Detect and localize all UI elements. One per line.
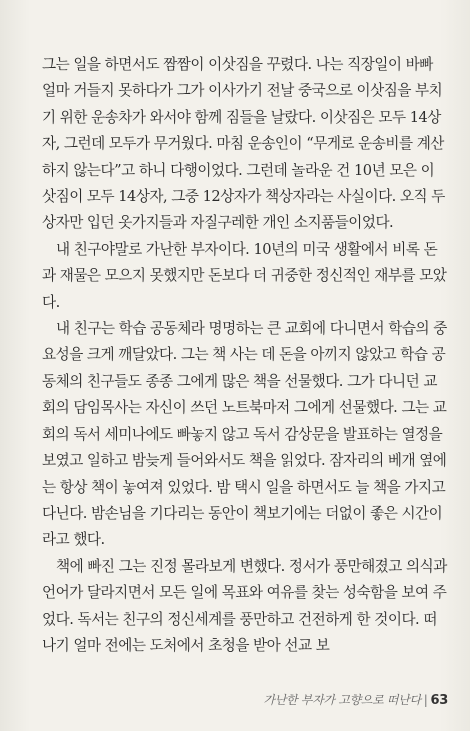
page-number: 63 [430, 693, 448, 708]
page-footer [263, 691, 448, 708]
paragraph-3: 내 친구는 학습 공동체라 명명하는 큰 교회에 다니면서 학습의 중요성을 크게 깨달았다. 그는 책 사는 데 돈을 아끼지 않았고 학습 공동체의 친구들도 종종 그에게 많은 책을 선물했다. 그가 다니던 교회의 담임목사는 자신이 쓰던 노트북마저 그에게 선물했다. 그는 교회의 독서 세미나에도 빠놓지 않고 독서 감상문을 발표하는 열정을 보였고 일하고 밤늦게 들어와서도 책을 읽었다. 잠자리의 베개 옆에는 항상 책이 놓여져 있었다. 밤 택시 일을 하면서도 늘 책을 가지고 다닌다. 밤손님을 기다리는 동안이 책보기에는 더없이 좋은 시간이라고 했다. [42, 320, 447, 549]
paragraph-2: 내 친구야말로 가난한 부자이다. 10년의 미국 생활에서 비록 돈과 재물은 모으지 못했지만 돈보다 더 귀중한 정신적인 재부를 모았다. [42, 240, 447, 311]
footer-separator: | [423, 693, 428, 707]
paragraph-4: 책에 빠진 그는 진정 몰라보게 변했다. 정서가 풍만해졌고 의식과 언어가 달라지면서 모든 일에 목표와 여유를 찾는 성숙함을 보여 주었다. 독서는 친구의 정신세계를 풍만하고 건전하게 한 것이다. 떠나기 얼마 전에는 도처에서 초청을 받아 선교 보 [42, 557, 447, 654]
running-title: 가난한 부자가 고향으로 떠난다 [263, 693, 421, 707]
paragraph-1: 그는 일을 하면서도 짬짬이 이삿짐을 꾸렸다. 나는 직장일이 바빠 얼마 거들지 못하다가 그가 이사가기 전날 중국으로 이삿짐을 부치기 위한 운송차가 와서야 함께 짐들을 날랐다. 이삿짐은 모두 14상자, 그런데 모두가 무거웠다. 마침 운송인이 “무게로 운송비를 계산하지 않는다”고 하니 다행이었다. 그런데 놀라운 건 10년 모은 이삿짐이 모두 14상자, 그중 12상자가 책상자라는 사실이다. 오직 두 상자만 입던 옷가지들과 자질구레한 개인 소지품들이었다. [42, 56, 445, 232]
body-text [42, 52, 447, 659]
